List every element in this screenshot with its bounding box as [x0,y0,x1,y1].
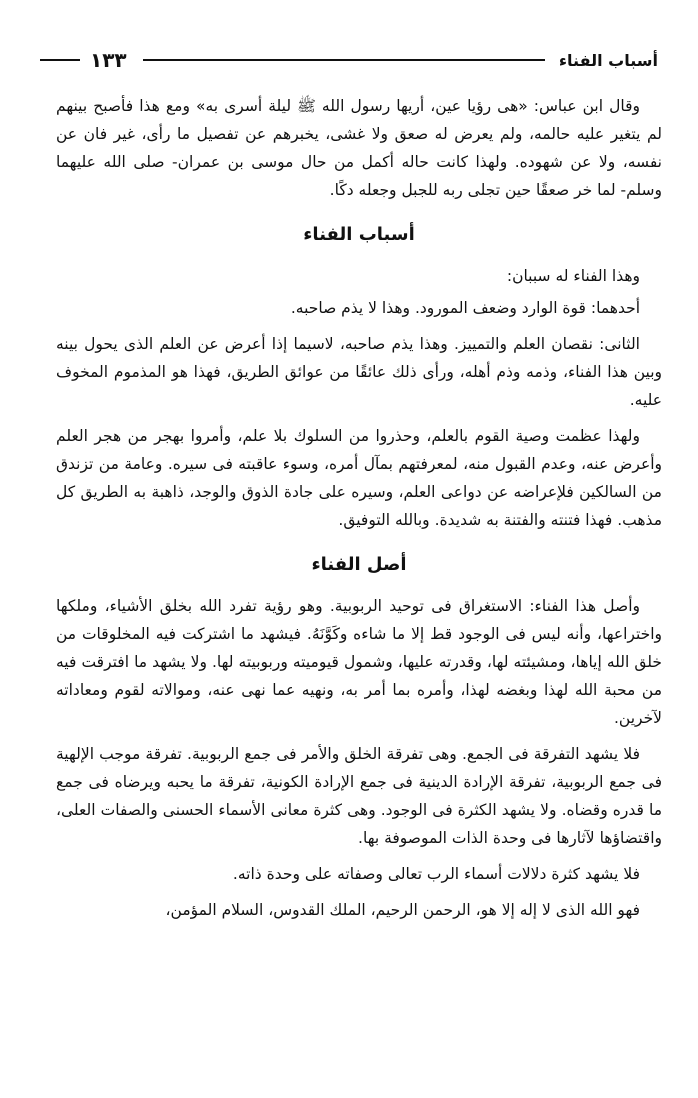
header-rule [143,59,545,61]
page-header [40,40,658,80]
page-body [56,92,662,932]
running-title: أسباب الفناء [558,50,658,70]
paragraph: وهذا الفناء له سببان: [506,267,640,285]
paragraph: فلا يشهد التفرقة فى الجمع. وهى تفرقة الخلق والأمر فى جمع الربوبية. تفرقة موجب الإلهية فى جمع الربوبية، تفرقة الإرادة الدينية فى جمع الإرادة الكونية، تفرقة ما يحبه ويرضاه فى جمع ما قدره وقضاه. ولا يشهد الكثرة فى الوجود. وهى كثرة معانى الأسماء الحسنى والصفات العلى، واقتضاؤها لآثارها فى وحدة الذات الموصوفة بها. [56,745,662,847]
paragraph: فلا يشهد كثرة دلالات أسماء الرب تعالى وصفاته على وحدة ذاته. [232,865,640,883]
paragraph: فهو الله الذى لا إله إلا هو، الرحمن الرحيم، الملك القدوس، السلام المؤمن، [165,901,640,919]
header-rule-short [40,59,80,61]
paragraph: الثانى: نقصان العلم والتمييز. وهذا يذم صاحبه، لاسيما إذا أعرض عن العلم الذى يحول بينه وبين هذا الفناء، وذمه وذم أهله، ورأى ذلك عائقًا من عوائق الطريق، فهذا هو المذموم المخوف عليه. [56,335,662,409]
paragraph: ولهذا عظمت وصية القوم بالعلم، وحذروا من السلوك بلا علم، وأمروا بهجر من هجر العلم وأعرض عنه، وعدم القبول منه، لمعرفتهم بمآل أمره، وسوء عاقبته فى سيره. وعامة من تزندق من السالكين فلإعراضه عن دواعى العلم، وسيره على جادة الذوق والوجد، ذاهبة به الطريق كل مذهب. فهذا فتنته والفتنة به شديدة. وبالله التوفيق. [56,427,662,529]
section-heading-asbab: أسباب الفناء [303,224,415,245]
intro-paragraph: وقال ابن عباس: «هى رؤيا عين، أريها رسول الله ﷺ ليلة أسرى به» ومع هذا فأصبح بينهم لم يتغير عليه حالمه، ولم يعرض له صعق ولا غشى، يخبرهم عن تفصيل ما رأى، غير فان عن نفسه، ولا عن شهوده. ولهذا كانت حاله أكمل من حال موسى بن عمران- صلى الله عليهما وسلم- لما خر صعقًا حين تجلى ربه للجبل وجعله دكًا. [56,97,662,199]
paragraph: وأصل هذا الفناء: الاستغراق فى توحيد الربوبية. وهو رؤية تفرد الله بخلق الأشياء، وملكها واختراعها، وأنه ليس فى الوجود قط إلا ما شاءه وكَوَّنَهُ. فيشهد ما اشتركت فيه المخلوقات من خلق الله إياها، ومشيئته لها، وقدرته عليها، وشمول قيوميته وربوبيته لها. ولا يشهد ما افترقت فيه من محبة الله لهذا وبغضه لهذا، وأمره بما أمر به، ونهيه عما نهى عنه، وموالاته لقوم ومعاداته لآخرين. [56,597,662,727]
paragraph: أحدهما: قوة الوارد وضعف المورود. وهذا لا يذم صاحبه. [290,299,640,317]
page-number: ١٣٣ [90,48,127,72]
section-heading-asl: أصل الفناء [311,554,407,575]
